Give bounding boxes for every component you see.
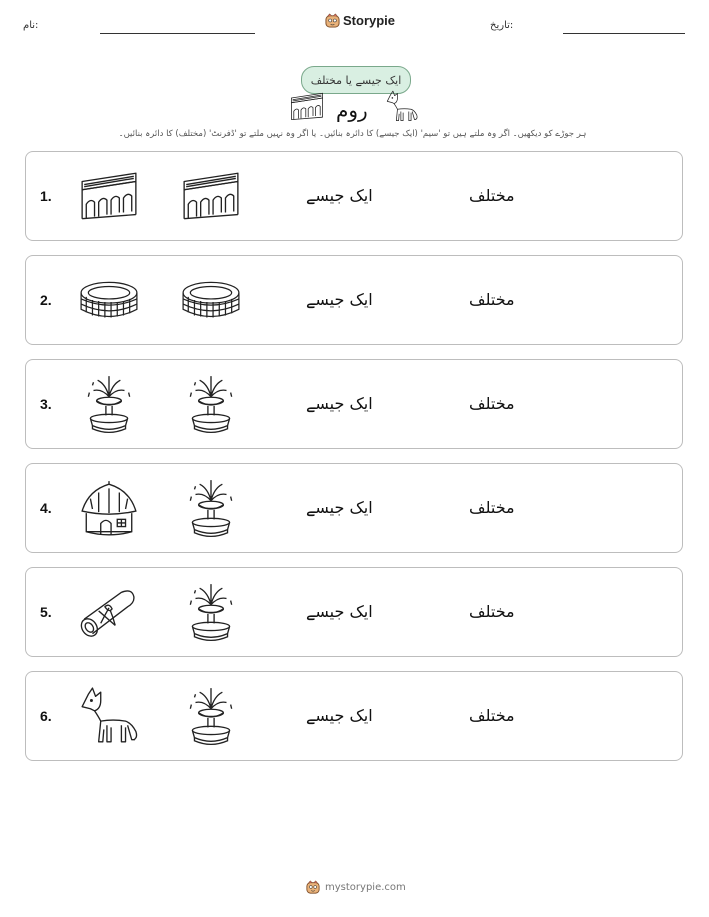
question-number: 3.: [40, 396, 52, 412]
different-option[interactable]: مختلف: [469, 394, 515, 413]
instructions: ہر جوڑے کو دیکھیں۔ اگر وہ ملتے ہیں تو 'سیم' (ایک جیسے) کا دائرہ بنائیں۔ یا اگر وہ نہیں ملتے تو 'ڈفرنٹ' (مختلف) کا دائرہ بنائیں۔: [118, 129, 587, 139]
same-option[interactable]: ایک جیسے: [306, 186, 373, 205]
storypie-logo-icon: [306, 880, 320, 894]
scroll-icon: [78, 582, 140, 644]
colosseum-icon: [180, 270, 242, 332]
storypie-brand: [325, 13, 395, 28]
question-row: [25, 255, 683, 345]
fountain-icon: [78, 374, 140, 436]
same-option[interactable]: ایک جیسے: [306, 602, 373, 621]
aqueduct-icon: [288, 92, 326, 122]
topic-badge: ایک جیسے یا مختلف: [301, 66, 411, 94]
fountain-icon: [180, 686, 242, 748]
name-label: نام:: [23, 20, 39, 31]
aqueduct-icon: [78, 166, 140, 228]
date-line[interactable]: [563, 33, 685, 34]
wolf-icon: [385, 90, 419, 124]
name-line[interactable]: [100, 33, 255, 34]
footer: [306, 880, 406, 894]
fountain-icon: [180, 374, 242, 436]
same-option[interactable]: ایک جیسے: [306, 498, 373, 517]
same-option[interactable]: ایک جیسے: [306, 706, 373, 725]
storypie-logo-icon: [325, 13, 340, 28]
fountain-icon: [180, 478, 242, 540]
hut-icon: [78, 478, 140, 540]
fountain-icon: [180, 582, 242, 644]
different-option[interactable]: مختلف: [469, 186, 515, 205]
question-number: 5.: [40, 604, 52, 620]
question-row: [25, 567, 683, 657]
different-option[interactable]: مختلف: [469, 498, 515, 517]
same-option[interactable]: ایک جیسے: [306, 394, 373, 413]
question-row: [25, 359, 683, 449]
same-option[interactable]: ایک جیسے: [306, 290, 373, 309]
question-row: [25, 151, 683, 241]
page-title: روم: [336, 98, 368, 122]
aqueduct-icon: [180, 166, 242, 228]
different-option[interactable]: مختلف: [469, 706, 515, 725]
different-option[interactable]: مختلف: [469, 290, 515, 309]
footer-url[interactable]: mystorypie.com: [325, 881, 406, 893]
brand-name: Storypie: [343, 13, 396, 28]
colosseum-icon: [78, 270, 140, 332]
wolf-icon: [78, 686, 140, 748]
question-number: 4.: [40, 500, 52, 516]
question-number: 1.: [40, 188, 52, 204]
question-number: 2.: [40, 292, 52, 308]
question-row: [25, 671, 683, 761]
question-number: 6.: [40, 708, 52, 724]
different-option[interactable]: مختلف: [469, 602, 515, 621]
date-label: تاریخ:: [490, 20, 514, 31]
question-row: [25, 463, 683, 553]
